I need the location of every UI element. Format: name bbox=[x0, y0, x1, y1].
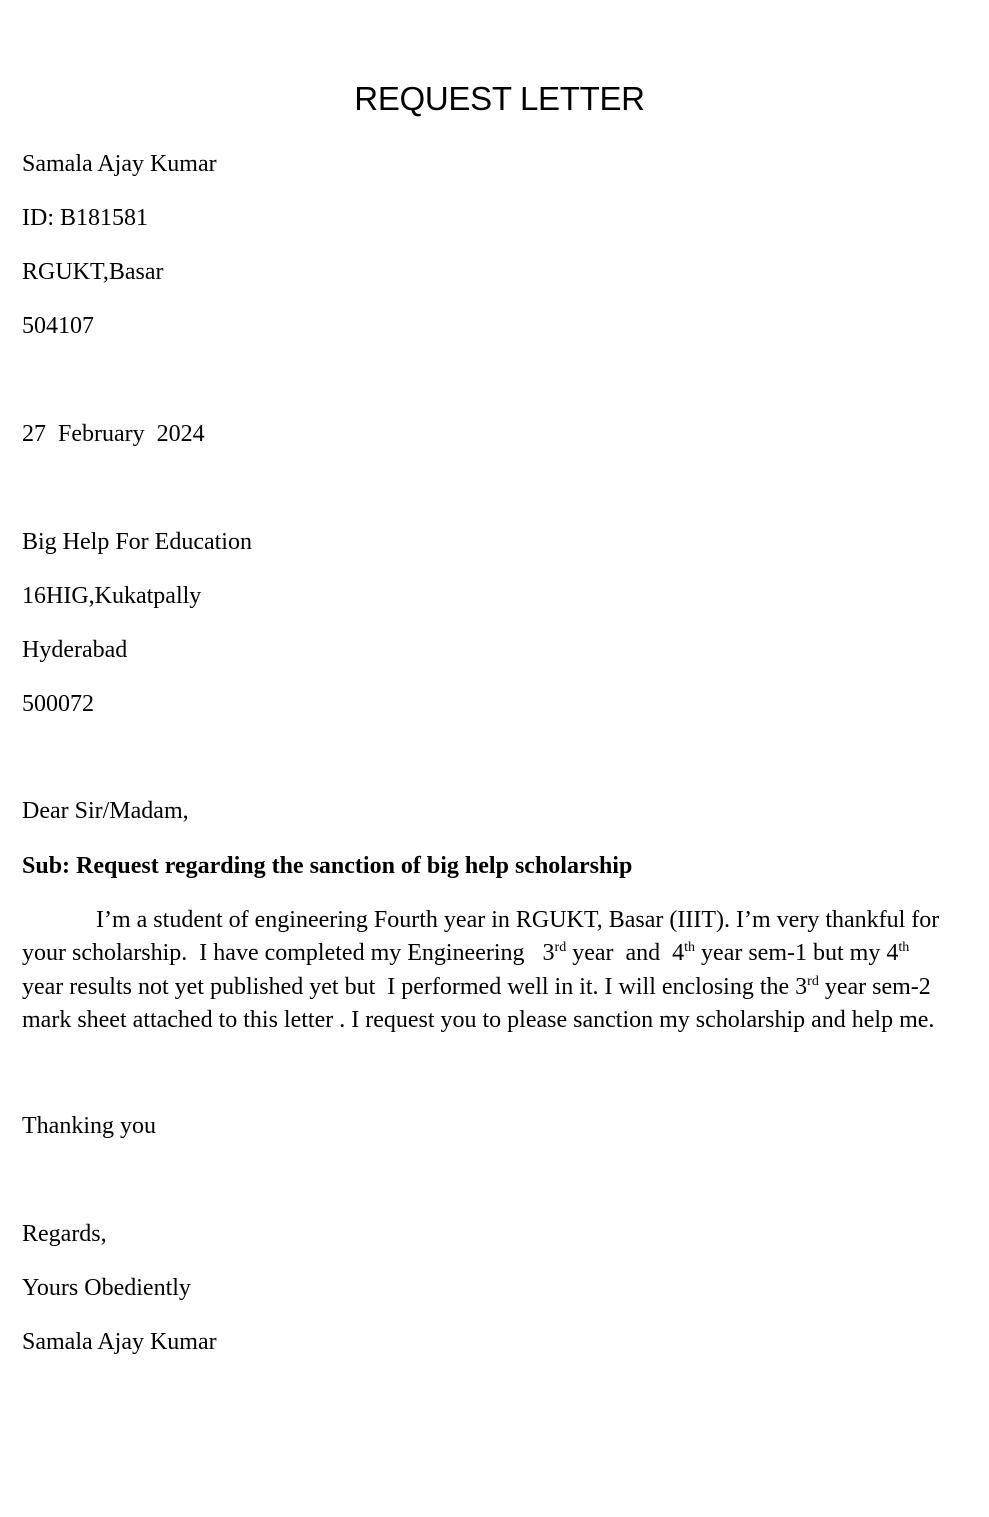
recipient-organization: Big Help For Education bbox=[22, 529, 252, 555]
recipient-street: 16HIG,Kukatpally bbox=[22, 583, 202, 609]
letter-title: REQUEST LETTER bbox=[354, 80, 645, 117]
body-text: year sem-1 but my 4 bbox=[695, 940, 899, 967]
body-line-3 bbox=[22, 971, 980, 1004]
body-text: I’m a student of engineering Fourth year in RGUKT, Basar (IIIT). I’m very thankful for bbox=[96, 907, 940, 933]
closing-valediction: Yours Obediently bbox=[22, 1275, 191, 1301]
sender-id: ID: B181581 bbox=[22, 205, 148, 231]
body-text: mark sheet attached to this letter . I request you to please sanction my scholarship and help me. bbox=[22, 1006, 935, 1033]
body-line-1 bbox=[22, 904, 980, 937]
ordinal-suffix: th bbox=[684, 940, 696, 956]
body-text: your scholarship. I have completed my Engineering 3 bbox=[22, 940, 555, 967]
ordinal-suffix: rd bbox=[554, 940, 567, 956]
ordinal-suffix: rd bbox=[807, 973, 819, 989]
letter-body bbox=[22, 904, 980, 1037]
body-text: year and 4 bbox=[566, 940, 685, 967]
body-text: year results not yet published yet but I performed well in it. I will enclosing the 3 bbox=[22, 973, 808, 1000]
subject-line: Sub: Request regarding the sanction of big help scholarship bbox=[22, 853, 633, 879]
sender-pin: 504107 bbox=[22, 313, 94, 339]
letter-date: 27 February 2024 bbox=[22, 421, 205, 447]
recipient-city: Hyderabad bbox=[22, 637, 128, 663]
body-text: year sem-2 bbox=[818, 973, 931, 1000]
body-line-2 bbox=[22, 937, 980, 970]
closing-regards: Regards, bbox=[22, 1221, 107, 1247]
closing-thanks: Thanking you bbox=[22, 1113, 156, 1139]
ordinal-suffix: th bbox=[898, 940, 910, 956]
signature-name: Samala Ajay Kumar bbox=[22, 1329, 217, 1355]
recipient-pin: 500072 bbox=[22, 691, 94, 717]
body-line-4 bbox=[22, 1004, 980, 1037]
salutation: Dear Sir/Madam, bbox=[22, 798, 189, 824]
sender-name: Samala Ajay Kumar bbox=[22, 151, 217, 177]
sender-institution: RGUKT,Basar bbox=[22, 259, 164, 285]
